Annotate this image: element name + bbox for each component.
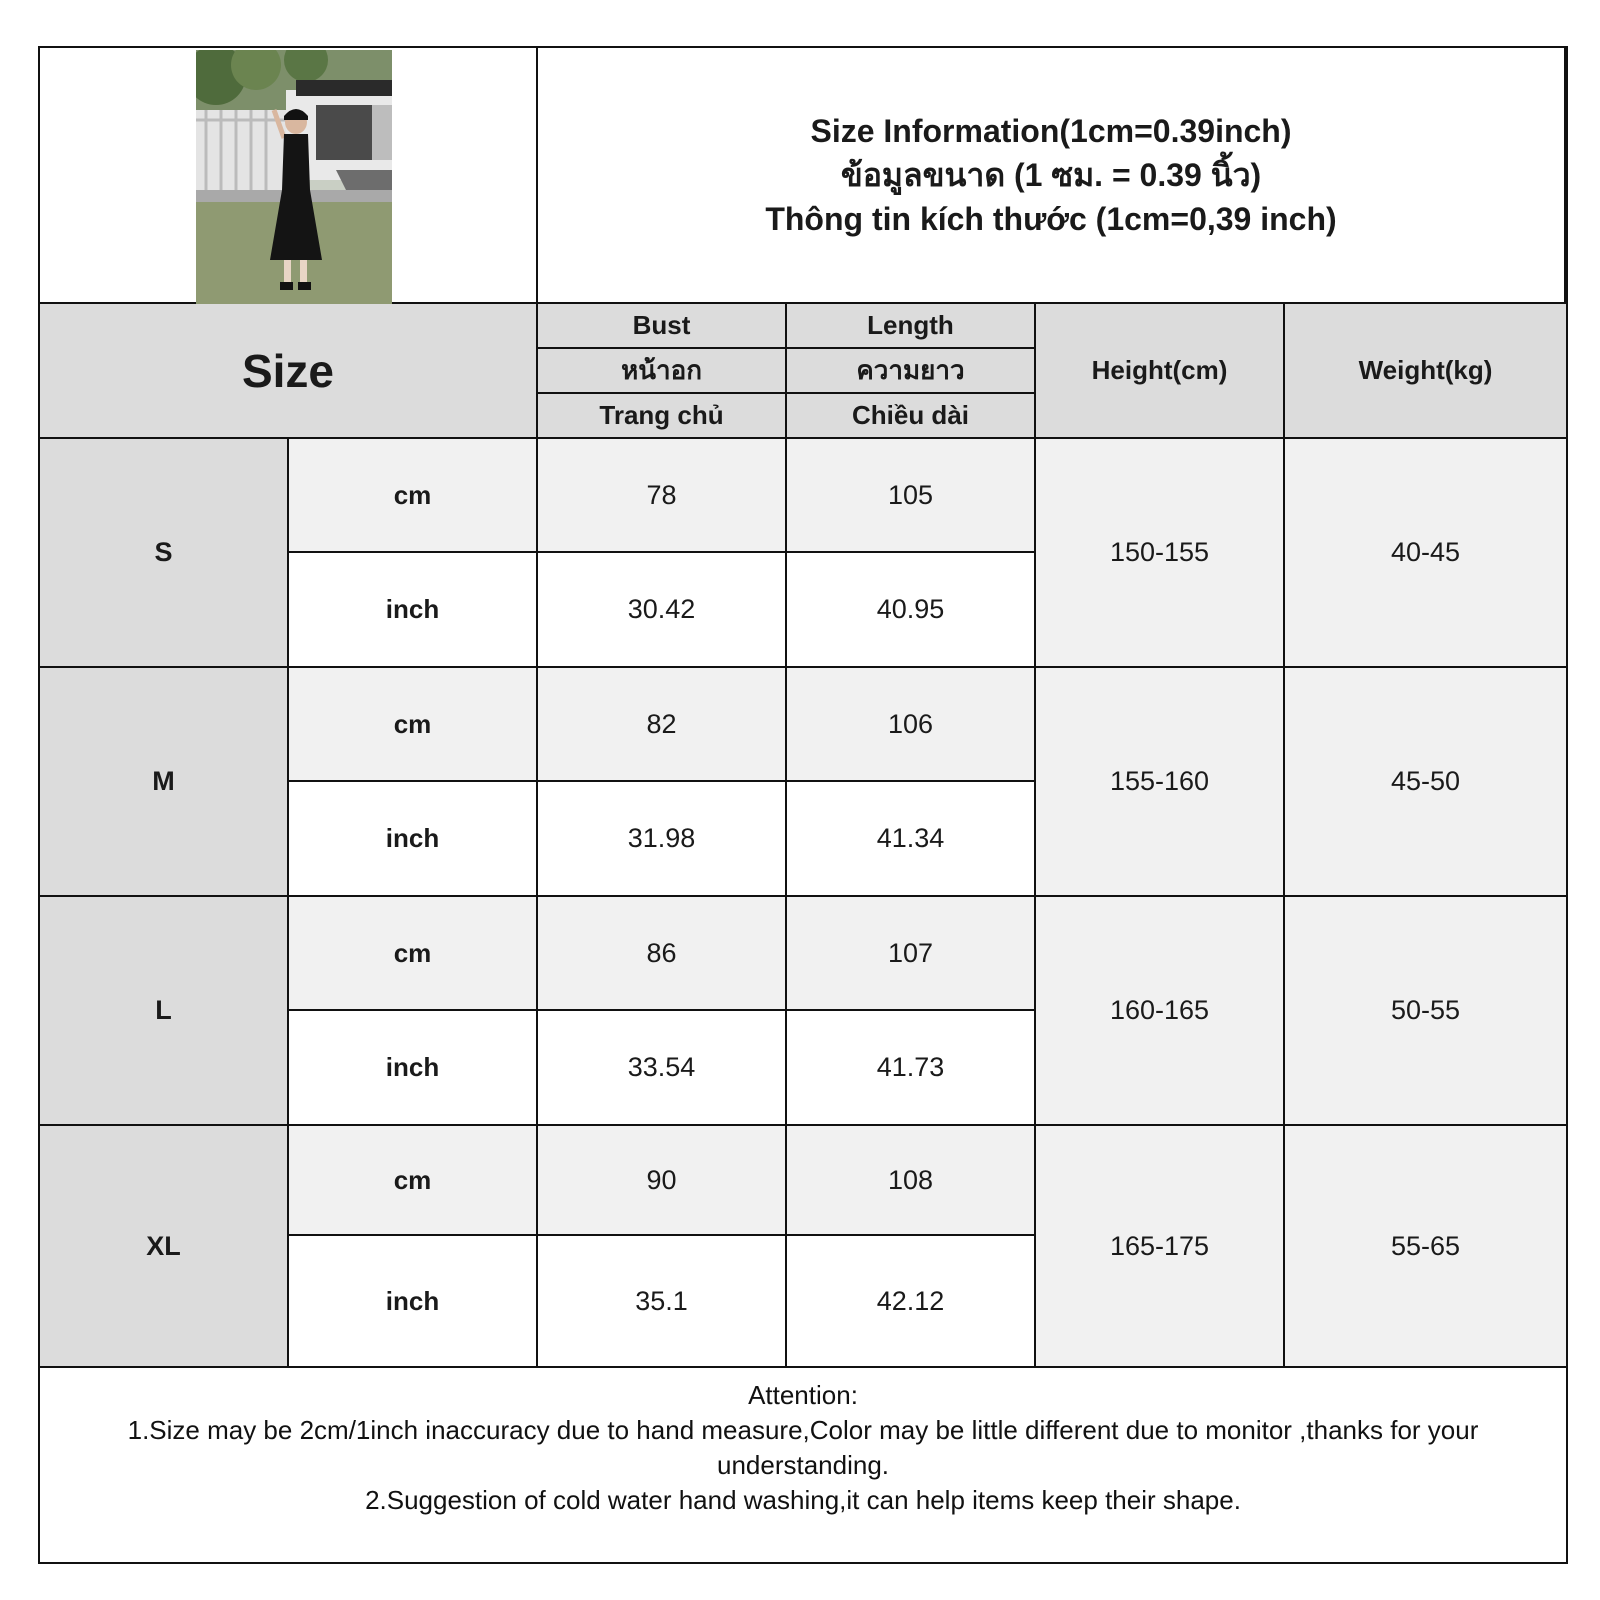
weight-range: 40-45 bbox=[1285, 439, 1566, 668]
model-photo bbox=[196, 50, 392, 304]
unit-cm: cm bbox=[289, 897, 538, 1011]
unit-cm: cm bbox=[289, 439, 538, 553]
title-line-en: Size Information(1cm=0.39inch) bbox=[810, 113, 1292, 149]
unit-inch: inch bbox=[289, 1011, 538, 1126]
size-header: Size bbox=[40, 304, 538, 439]
length-inch: 41.73 bbox=[787, 1011, 1036, 1126]
length-cm: 106 bbox=[787, 668, 1036, 782]
size-code: L bbox=[40, 897, 289, 1126]
length-header-en: Length bbox=[787, 304, 1036, 349]
bust-cm: 90 bbox=[538, 1126, 787, 1236]
height-range: 150-155 bbox=[1036, 439, 1285, 668]
length-header-th: ความยาว bbox=[787, 349, 1036, 394]
photo-cell bbox=[40, 48, 538, 304]
size-code: S bbox=[40, 439, 289, 668]
length-inch: 40.95 bbox=[787, 553, 1036, 668]
bust-cm: 78 bbox=[538, 439, 787, 553]
weight-range: 55-65 bbox=[1285, 1126, 1566, 1368]
size-code: XL bbox=[40, 1126, 289, 1368]
unit-cm: cm bbox=[289, 668, 538, 782]
bust-inch: 31.98 bbox=[538, 782, 787, 897]
length-cm: 108 bbox=[787, 1126, 1036, 1236]
weight-header: Weight(kg) bbox=[1285, 304, 1566, 439]
length-cm: 107 bbox=[787, 897, 1036, 1011]
bust-header-th: หน้าอก bbox=[538, 349, 787, 394]
unit-inch: inch bbox=[289, 553, 538, 668]
bust-inch: 30.42 bbox=[538, 553, 787, 668]
title-line-vi: Thông tin kích thước (1cm=0,39 inch) bbox=[765, 201, 1337, 237]
length-inch: 42.12 bbox=[787, 1236, 1036, 1368]
height-range: 165-175 bbox=[1036, 1126, 1285, 1368]
unit-inch: inch bbox=[289, 1236, 538, 1368]
attention-note-2: 2.Suggestion of cold water hand washing,it can help items keep their shape. bbox=[365, 1485, 1241, 1515]
height-range: 155-160 bbox=[1036, 668, 1285, 897]
unit-inch: inch bbox=[289, 782, 538, 897]
bust-cm: 82 bbox=[538, 668, 787, 782]
unit-cm: cm bbox=[289, 1126, 538, 1236]
length-header-vi: Chiều dài bbox=[787, 394, 1036, 439]
size-chart bbox=[38, 46, 1568, 1564]
bust-header-vi: Trang chủ bbox=[538, 394, 787, 439]
height-header: Height(cm) bbox=[1036, 304, 1285, 439]
attention-notes bbox=[40, 1368, 1566, 1562]
weight-range: 45-50 bbox=[1285, 668, 1566, 897]
bust-header-en: Bust bbox=[538, 304, 787, 349]
title-cell bbox=[538, 48, 1566, 304]
bust-inch: 35.1 bbox=[538, 1236, 787, 1368]
bust-inch: 33.54 bbox=[538, 1011, 787, 1126]
product-photo-icon bbox=[196, 50, 392, 304]
size-code: M bbox=[40, 668, 289, 897]
length-cm: 105 bbox=[787, 439, 1036, 553]
attention-note-1: 1.Size may be 2cm/1inch inaccuracy due to hand measure,Color may be little different due to monitor ,thanks for your understanding. bbox=[127, 1415, 1479, 1480]
weight-range: 50-55 bbox=[1285, 897, 1566, 1126]
length-inch: 41.34 bbox=[787, 782, 1036, 897]
bust-cm: 86 bbox=[538, 897, 787, 1011]
attention-heading: Attention: bbox=[748, 1380, 858, 1410]
height-range: 160-165 bbox=[1036, 897, 1285, 1126]
title-line-th: ข้อมูลขนาด (1 ซม. = 0.39 นิ้ว) bbox=[840, 157, 1262, 193]
